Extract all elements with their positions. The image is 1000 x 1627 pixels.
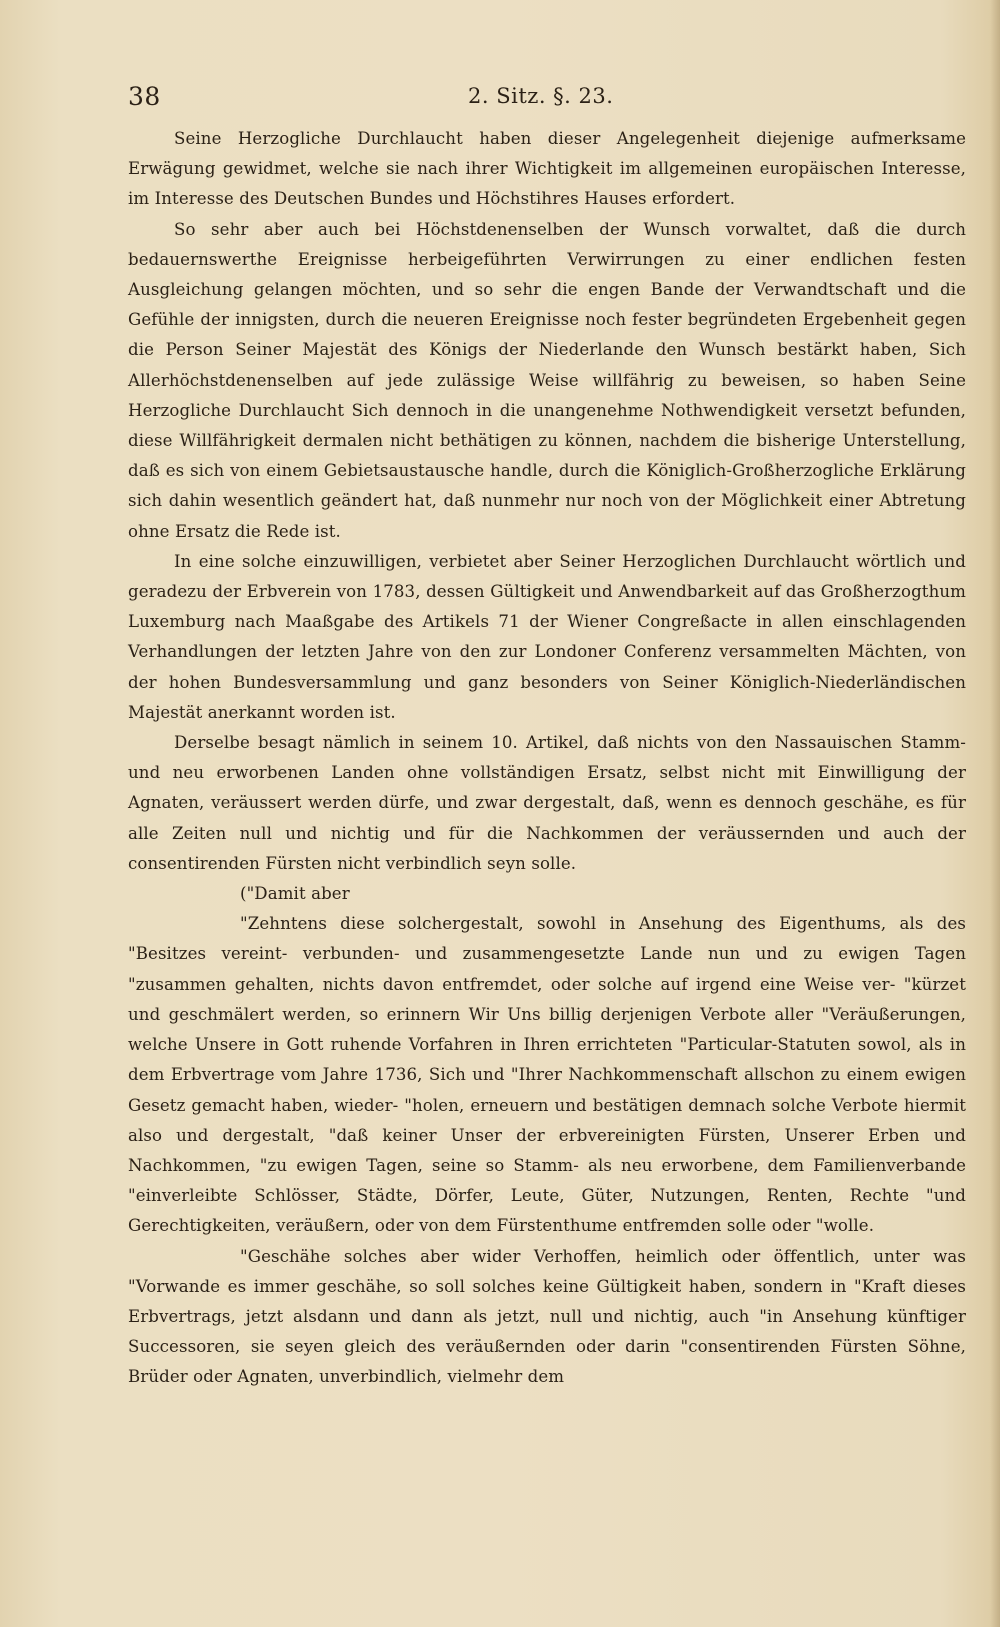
section-heading: 2. Sitz. §. 23.: [468, 84, 614, 108]
body-text: [128, 124, 966, 1393]
quote-paragraph: "Geschähe solches aber wider Verhoffen, heimlich oder öffentlich, unter was "Vorwande es immer geschähe, so soll solches keine Gültigkeit haben, sondern in "Kraft dieses Erbvertrags, jetzt alsdann und dann als jetzt, null und nichtig, auch "in Ansehung künftiger Successoren, sie seyen gleich des veräußernden oder darin "consentirenden Fürsten Söhne, Brüder oder Agnaten, unverbindlich, vielmehr dem: [128, 1246, 966, 1387]
paragraph: So sehr aber auch bei Höchstdenenselben der Wunsch vorwaltet, daß die durch bedauernswerthe Ereignisse herbeigeführten Verwirrungen zu einer endlichen festen Ausgleichung gelangen möchten, und so sehr die engen Bande der Verwandtschaft und die Gefühle der innigsten, durch die neueren Ereignisse noch fester begründeten Ergebenheit gegen die Person Seiner Majestät des Königs der Niederlande den Wunsch bestärkt haben, Sich Allerhöchstdenenselben auf jede zulässige Weise willfährig zu beweisen, so haben Seine Herzogliche Durchlaucht Sich dennoch in die unangenehme Nothwendigkeit versetzt befunden, diese Willfährigkeit dermalen nicht bethätigen zu können, nachdem die bisherige Unterstellung, daß es sich von einem Gebietsaustausche handle, durch die Königlich-Großherzogliche Erklärung sich dahin wesentlich geändert hat, daß nunmehr nur noch von der Möglichkeit einer Abtretung ohne Ersatz die Rede ist.: [128, 219, 966, 541]
paragraph: Derselbe besagt nämlich in seinem 10. Artikel, daß nichts von den Nassauischen Stamm- und neu erworbenen Landen ohne vollständigen Ersatz, selbst nicht mit Einwilligung der Agnaten, veräussert werden dürfe, und zwar dergestalt, daß, wenn es dennoch geschähe, es für alle Zeiten null und nichtig und für die Nachkommen der veräussernden und auch der consentirenden Fürsten nicht verbindlich seyn solle.: [128, 733, 966, 873]
block-quote: [128, 909, 966, 1392]
page-number: 38: [128, 82, 161, 111]
quote-paragraph: "Zehntens diese solchergestalt, sowohl in Ansehung des Eigenthums, als des "Besitzes vereint- verbunden- und zusammengesetzte Lande nun und zu ewigen Tagen "zusammen gehalten, nichts davon entfremdet, oder solche auf irgend eine Weise ver- "kürzet und geschmälert werden, so erinnern Wir Uns billig derjenigen Verbote aller "Veräußerungen, welche Unsere in Gott ruhende Vorfahren in Ihren errichteten "Particular-Statuten sowol, als in dem Erbvertrage vom Jahre 1736, Sich und "Ihrer Nachkommenschaft allschon zu einem ewigen Gesetz gemacht haben, wieder- "holen, erneuern und bestätigen demnach solche Verbote hiermit also und dergestalt, "daß keiner Unser der erbvereinigten Fürsten, Unserer Erben und Nachkommen, "zu ewigen Tagen, seine so Stamm- als neu erworbene, dem Familienverbande "einverleibte Schlösser, Städte, Dörfer, Leute, Güter, Nutzungen, Renten, Rechte "und Gerechtigkeiten, veräußern, oder von dem Fürstenthume entfremden solle oder "wolle.: [128, 914, 966, 1236]
paragraph: Seine Herzogliche Durchlaucht haben dieser Angelegenheit diejenige aufmerksame Erwägung gewidmet, welche sie nach ihrer Wichtigkeit im allgemeinen europäischen Interesse, im Interesse des Deutschen Bundes und Höchstihres Hauses erfordert.: [128, 129, 966, 209]
paragraph: In eine solche einzuwilligen, verbietet aber Seiner Herzoglichen Durchlaucht wörtlich und geradezu der Erbverein von 1783, dessen Gültigkeit und Anwendbarkeit auf das Großherzogthum Luxemburg nach Maaßgabe des Artikels 71 der Wiener Congreßacte in allen einschlagenden Verhandlungen der letzten Jahre von den zur Londoner Conferenz versammelten Mächten, von der hohen Bundesversammlung und ganz besonders von Seiner Königlich-Niederländischen Majestät anerkannt worden ist.: [128, 551, 966, 722]
quote-lead-in: ("Damit aber: [240, 884, 350, 904]
running-head: [128, 78, 966, 118]
